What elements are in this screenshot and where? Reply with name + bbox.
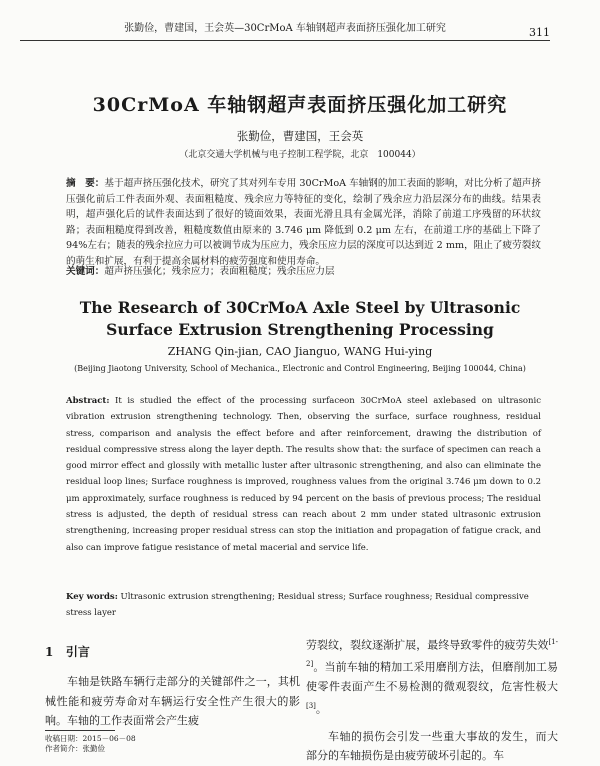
page-number: 311 bbox=[529, 26, 550, 39]
footnote-divider bbox=[45, 730, 115, 731]
paragraph-text: 。 bbox=[315, 702, 327, 716]
affiliation-english: (Beijing Jiaotong University, School of Mechanica., Electronic and Control Engineering, Beijing 100044, China) bbox=[74, 364, 526, 373]
section-title: 引言 bbox=[65, 645, 90, 659]
running-header: 张勤俭，曹建国，王会英—30CrMoA 车轴钢超声表面挤压强化加工研究 bbox=[20, 18, 550, 41]
keywords-english bbox=[66, 589, 541, 621]
body-column-right bbox=[306, 633, 558, 766]
citation: [3] bbox=[306, 701, 316, 710]
keywords-chinese-text: 超声挤压强化；残余应力；表面粗糙度；残余压应力层 bbox=[104, 266, 335, 277]
abstract-chinese-label: 摘 要： bbox=[66, 178, 105, 189]
abstract-chinese bbox=[66, 176, 541, 269]
footnote-author: 作者简介：张勤俭 bbox=[45, 744, 105, 753]
footnote-received: 收稿日期：2015－06－08 bbox=[45, 734, 136, 743]
section-heading bbox=[45, 643, 300, 660]
keywords-english-text: Ultrasonic extrusion strengthening; Residual stress; Surface roughness; Residual compressive stress layer bbox=[66, 592, 529, 618]
body-paragraph bbox=[306, 633, 558, 719]
abstract-english bbox=[66, 393, 541, 556]
citation: [1-2] bbox=[306, 638, 558, 669]
footnote bbox=[45, 734, 136, 754]
authors-english: ZHANG Qin-jian, CAO Jianguo, WANG Hui-ying bbox=[167, 345, 433, 358]
authors-chinese: 张勤俭，曹建国，王会英 bbox=[236, 129, 364, 143]
paragraph-text: 。当前车轴的精加工采用磨削方法，但磨削加工易使零件表面产生不易检测的微观裂纹，危害性极大 bbox=[306, 660, 558, 694]
title-chinese: 30CrMoA 车轴钢超声表面挤压强化加工研究 bbox=[92, 94, 508, 116]
keywords-chinese-label: 关键词： bbox=[66, 266, 105, 277]
title-english-line2: Surface Extrusion Strengthening Processing bbox=[106, 320, 494, 339]
keywords-chinese bbox=[66, 263, 541, 277]
body-paragraph: 车轴的损伤会引发一些重大事故的发生，而大部分的车轴损伤是由疲劳破坏引起的。车 bbox=[306, 729, 558, 763]
abstract-chinese-text: 基于超声挤压强化技术，研究了其对列车专用 30CrMoA 车轴钢的加工表面的影响，对比分析了超声挤压强化前后工件表面外观、表面粗糙度、残余应力等特征的变化，绘制了残余应力沿层深分布的曲线。结果表明，超声强化后的试件表面达到了很好的镜面效果，表面光滑且具有金属光泽，消除了前道工序残留的环状纹路；表面粗糙度得到改善，粗糙度数值由原来的 3.746 μm 降低到 0.2 μm 左右，在前道工序的基础上下降了 94%左右；随表的残余拉应力可以被调节成为压应力，残余压应力层的深度可以达到近 2 mm，阻止了疲劳裂纹的萌生和扩展，有利于提高余属材料的疲劳强度和使用寿命。 bbox=[66, 178, 541, 267]
keywords-english-label: Key words: bbox=[66, 592, 118, 602]
body-paragraph: 车轴是铁路车辆行走部分的关键部件之一，其机械性能和疲劳寿命对车辆运行安全性产生很大的影响。车轴的工作表面常会产生疲 bbox=[45, 675, 300, 727]
section-number: 1 bbox=[45, 645, 54, 659]
title-english bbox=[0, 297, 600, 341]
abstract-english-text: It is studied the effect of the processing surfaceon 30CrMoA steel axlebased on ultrasonic vibration extrusion strengthening technology. Then, observing the surface, surface roughness, residual stress, comparison and analysis the effect before and after reinforcement, drawing the distribution of residual compressive stress along the layer depth. The results show that: the surface of specimen can reach a good mirror effect and glossily with metallic luster after ultrasonic strengthening, and also can eliminate the residual loop lines; Surface roughness is improved, roughness values from the original 3.746 μm down to 0.2 μm approximately, surface roughness is reduced by 94 percent on the basis of previous process; The residual stress is adjusted, the depth of residual stress can reach about 2 mm under stated ultrasonic extrusion strengthening, increasing proper residual stress can stop the initiation and propagation of fatigue crack, and also can improve fatigue resistance of metal macerial and service life. bbox=[66, 396, 542, 553]
paragraph-text: 劳裂纹，裂纹逐渐扩展，最终导致零件的疲劳失效 bbox=[306, 638, 549, 652]
affiliation-chinese: （北京交通大学机械与电子控制工程学院，北京 100044） bbox=[179, 150, 421, 160]
abstract-english-label: Abstract: bbox=[66, 396, 110, 406]
body-column-left bbox=[45, 643, 300, 731]
title-english-line1: The Research of 30CrMoA Axle Steel by Ultrasonic bbox=[79, 298, 521, 317]
